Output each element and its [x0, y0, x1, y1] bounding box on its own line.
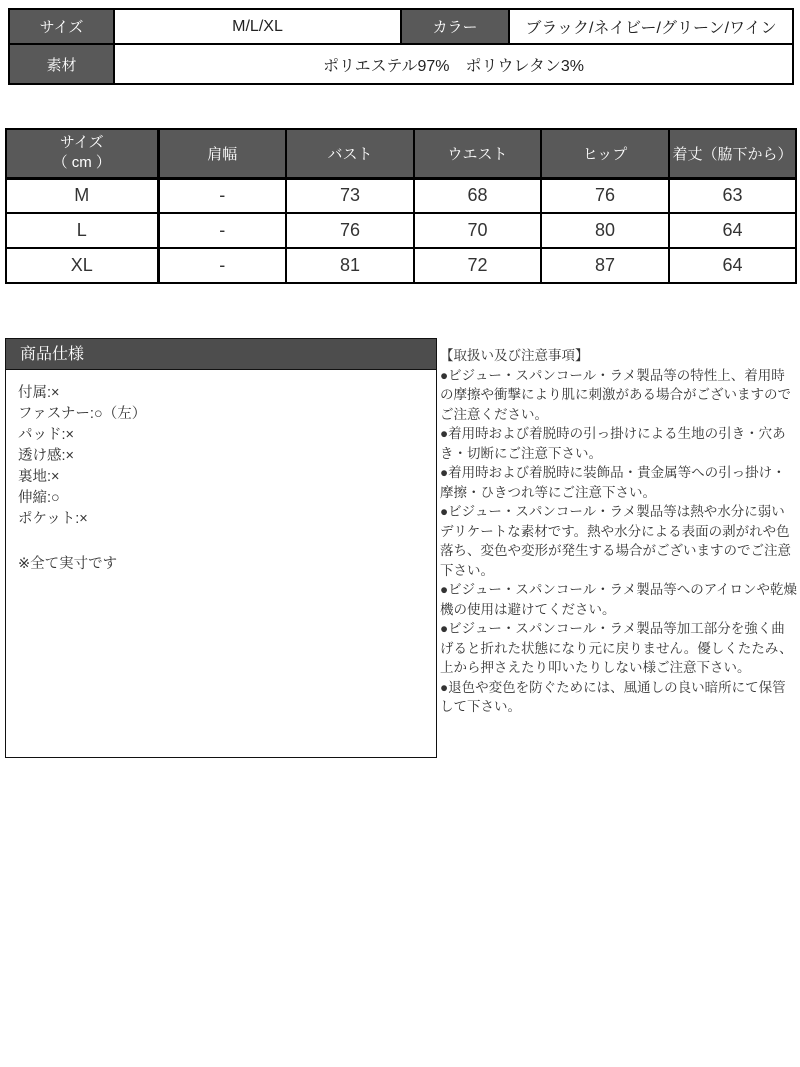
product-spec-title: 商品仕様	[6, 339, 436, 370]
spec-line-stretch: 伸縮:○	[18, 490, 60, 506]
cell-size: L	[6, 213, 158, 248]
cell-hip: 76	[541, 178, 669, 213]
material-value-cell: ポリエステル97% ポリウレタン3%	[114, 44, 793, 84]
header-size-line1: サイズ	[59, 134, 104, 151]
cell-shoulder: -	[158, 178, 286, 213]
care-item-friction: ●ビジュー・スパンコール・ラメ製品等の特性上、着用時の摩擦や衝撃により肌に刺激がある場合がございますのでご注意ください。	[440, 367, 791, 422]
care-item-bending: ●ビジュー・スパンコール・ラメ製品等加工部分を強く曲げると折れた状態になり元に戻りません。優しくたたみ、上から押さえたり叩いたりしない様ご注意下さい。	[440, 621, 793, 675]
size-row-m	[6, 178, 796, 213]
care-instructions-title: 【取扱い及び注意事項】	[440, 348, 589, 363]
header-length: 着丈（脇下から）	[669, 129, 796, 178]
cell-length: 63	[669, 178, 796, 213]
product-spec-body	[6, 370, 436, 588]
size-row-l	[6, 213, 796, 248]
header-size-line2: （ cm ）	[52, 154, 111, 172]
size-chart-table	[5, 128, 797, 284]
product-info-table	[8, 8, 794, 85]
cell-size: M	[6, 178, 158, 213]
color-value-cell: ブラック/ネイビー/グリーン/ワイン	[509, 9, 793, 44]
care-instructions	[440, 346, 798, 717]
spec-note-actual-measurement: ※全て実寸です	[18, 556, 118, 572]
cell-length: 64	[669, 213, 796, 248]
spec-line-sheerness: 透け感:×	[18, 448, 74, 464]
cell-length: 64	[669, 248, 796, 283]
care-item-storage: ●退色や変色を防ぐためには、風通しの良い暗所にて保管して下さい。	[440, 679, 786, 714]
info-row-material	[9, 44, 793, 84]
header-waist: ウエスト	[414, 129, 541, 178]
spec-line-lining: 裏地:×	[18, 469, 60, 485]
info-row-size-color	[9, 9, 793, 44]
cell-shoulder: -	[158, 213, 286, 248]
color-label-cell: カラー	[401, 9, 509, 44]
size-value-cell: M/L/XL	[114, 9, 401, 44]
header-size-cm	[6, 129, 158, 178]
care-item-iron-dryer: ●ビジュー・スパンコール・ラメ製品等へのアイロンや乾燥機の使用は避けてください。	[440, 582, 797, 617]
spec-line-pocket: ポケット:×	[18, 511, 88, 527]
cell-bust: 76	[286, 213, 414, 248]
product-spec-box	[5, 338, 437, 758]
care-item-jewelry: ●着用時および着脱時に装飾品・貴金属等への引っ掛け・摩擦・ひきつれ等にご注意下さい。	[440, 465, 786, 500]
cell-hip: 80	[541, 213, 669, 248]
cell-hip: 87	[541, 248, 669, 283]
cell-bust: 81	[286, 248, 414, 283]
spec-line-accessories: 付属:×	[18, 385, 60, 401]
cell-shoulder: -	[158, 248, 286, 283]
cell-waist: 72	[414, 248, 541, 283]
header-shoulder: 肩幅	[158, 129, 286, 178]
size-chart-header	[6, 129, 796, 178]
header-hip: ヒップ	[541, 129, 669, 178]
cell-waist: 70	[414, 213, 541, 248]
spec-line-fastener: ファスナー:○（左）	[18, 406, 147, 422]
size-row-xl	[6, 248, 796, 283]
care-item-heat-moisture: ●ビジュー・スパンコール・ラメ製品等は熱や水分に弱いデリケートな素材です。熱や水分による表面の剥がれや色落ち、変色や変形が発生する場合がございますのでご注意下さい。	[440, 504, 791, 578]
cell-size: XL	[6, 248, 158, 283]
size-label-cell: サイズ	[9, 9, 114, 44]
header-bust: バスト	[286, 129, 414, 178]
cell-waist: 68	[414, 178, 541, 213]
material-label-cell: 素材	[9, 44, 114, 84]
cell-bust: 73	[286, 178, 414, 213]
spec-line-pad: パッド:×	[18, 427, 74, 443]
care-item-snagging: ●着用時および着脱時の引っ掛けによる生地の引き・穴あき・切断にご注意下さい。	[440, 426, 786, 461]
